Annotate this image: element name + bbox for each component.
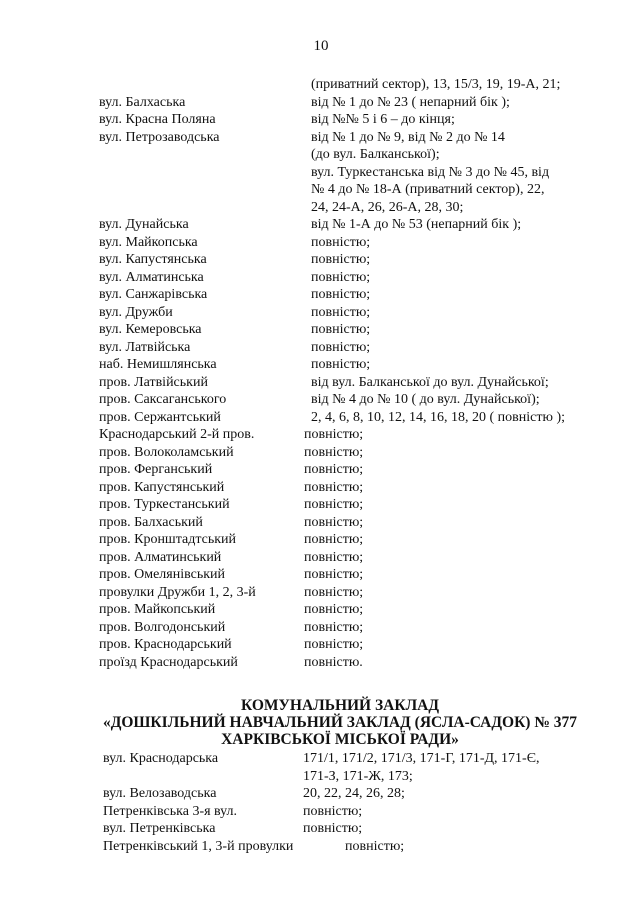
street-name: Петренківський 1, 3-й провулки xyxy=(103,838,294,854)
street-detail: повністю. xyxy=(304,654,363,670)
street-name: вул. Балхаська xyxy=(99,94,186,110)
page-number: 10 xyxy=(313,38,329,54)
street-name: пров. Омелянівський xyxy=(99,567,226,582)
street-name: вул. Петрозаводська xyxy=(99,129,220,145)
street-detail-continuation: (приватний сектор), 13, 15/3, 19, 19-А, 21; xyxy=(311,77,561,92)
street-detail: повністю; xyxy=(311,287,371,302)
street-name: Краснодарський 2-й пров. xyxy=(99,427,255,442)
street-detail: повністю; xyxy=(304,462,364,477)
street-detail: повністю; xyxy=(304,619,364,635)
street-detail: повністю; xyxy=(311,304,371,320)
street-name: пров. Саксаганського xyxy=(99,392,227,407)
street-detail: повністю; xyxy=(311,252,371,267)
street-name: вул. Кемеровська xyxy=(99,322,202,337)
street-detail: повністю; xyxy=(311,322,371,337)
street-name: пров. Кронштадтський xyxy=(99,532,237,547)
street-name: пров. Капустянський xyxy=(99,479,225,495)
street-name: вул. Майкопська xyxy=(99,234,198,250)
street-detail: повністю; xyxy=(311,234,371,250)
street-name: пров. Алматинський xyxy=(99,549,222,565)
street-detail: повністю; xyxy=(311,269,371,285)
street-name: Петренківська 3-я вул. xyxy=(103,803,238,819)
street-name: пров. Ферганський xyxy=(99,462,213,477)
street-name: вул. Краснодарська xyxy=(103,751,219,766)
street-name: вул. Петренківська xyxy=(103,821,216,836)
street-detail: повністю; xyxy=(304,602,364,617)
street-name: пров. Волоколамський xyxy=(99,444,234,460)
street-name: наб. Немишлянська xyxy=(99,357,217,372)
street-detail: повністю; xyxy=(304,514,364,530)
street-name: вул. Дунайська xyxy=(99,217,189,232)
street-detail: вул. Туркестанська від № 3 до № 45, від xyxy=(311,164,550,180)
street-detail: повністю; xyxy=(311,339,371,355)
street-name: пров. Латвійський xyxy=(99,374,208,390)
street-name: пров. Краснодарський xyxy=(99,637,232,652)
street-detail: повністю; xyxy=(304,444,364,460)
street-detail: від вул. Балканської до вул. Дунайської; xyxy=(311,374,549,390)
street-detail: 2, 4, 6, 8, 10, 12, 14, 16, 18, 20 ( повністю ); xyxy=(311,409,565,425)
street-detail: повністю; xyxy=(304,637,364,652)
street-detail: повністю; xyxy=(303,821,363,836)
street-name: вул. Алматинська xyxy=(99,269,204,285)
street-detail: повністю; xyxy=(311,357,371,372)
street-detail: 171/1, 171/2, 171/3, 171-Г, 171-Д, 171-Є, xyxy=(303,751,540,766)
street-name: пров. Туркестанський xyxy=(99,497,230,512)
street-detail: (до вул. Балканської); xyxy=(311,147,440,162)
street-name: вул. Красна Поляна xyxy=(99,112,216,127)
street-name: проїзд Краснодарський xyxy=(99,654,238,670)
street-detail: 171-З, 171-Ж, 173; xyxy=(303,768,413,784)
street-name: пров. Волгодонський xyxy=(99,619,226,635)
street-detail: № 4 до № 18-А (приватний сектор), 22, xyxy=(311,182,545,197)
street-name: вул. Санжарівська xyxy=(99,287,208,302)
institution-heading-line-3: ХАРКІВСЬКОЇ МІСЬКОЇ РАДИ» xyxy=(221,731,459,748)
street-detail: від № 1-А до № 53 (непарний бік ); xyxy=(311,217,522,232)
street-detail: повністю; xyxy=(304,567,364,582)
street-name: вул. Дружби xyxy=(99,304,173,320)
street-detail: повністю; xyxy=(303,803,363,819)
street-detail: від № 1 до № 9, від № 2 до № 14 xyxy=(311,129,505,145)
street-detail: повністю; xyxy=(304,549,364,565)
street-name: пров. Балхаський xyxy=(99,514,203,530)
street-detail: 24, 24-А, 26, 26-А, 28, 30; xyxy=(311,199,464,215)
street-name: вул. Капустянська xyxy=(99,252,207,267)
street-detail: від № 4 до № 10 ( до вул. Дунайської); xyxy=(311,392,540,407)
street-detail: повністю; xyxy=(304,584,364,600)
institution-heading-line-2: «ДОШКІЛЬНИЙ НАВЧАЛЬНИЙ ЗАКЛАД (ЯСЛА-САДОК) № 377 xyxy=(102,714,578,731)
street-detail: 20, 22, 24, 26, 28; xyxy=(303,786,405,801)
street-detail: повністю; xyxy=(345,838,405,854)
street-detail: повністю; xyxy=(304,497,364,512)
institution-heading-line-1: КОМУНАЛЬНИЙ ЗАКЛАД xyxy=(240,697,440,714)
street-detail: від № 1 до № 23 ( непарний бік ); xyxy=(311,94,510,110)
street-name: пров. Сержантський xyxy=(99,409,221,425)
street-detail: повністю; xyxy=(304,427,364,442)
street-name: вул. Велозаводська xyxy=(103,786,217,801)
street-name: провулки Дружби 1, 2, 3-й xyxy=(99,584,256,600)
street-name: вул. Латвійська xyxy=(99,339,191,355)
street-detail: повністю; xyxy=(304,532,364,547)
street-detail: від №№ 5 і 6 – до кінця; xyxy=(311,112,455,127)
street-name: пров. Майкопський xyxy=(99,602,216,617)
street-detail: повністю; xyxy=(304,479,364,495)
